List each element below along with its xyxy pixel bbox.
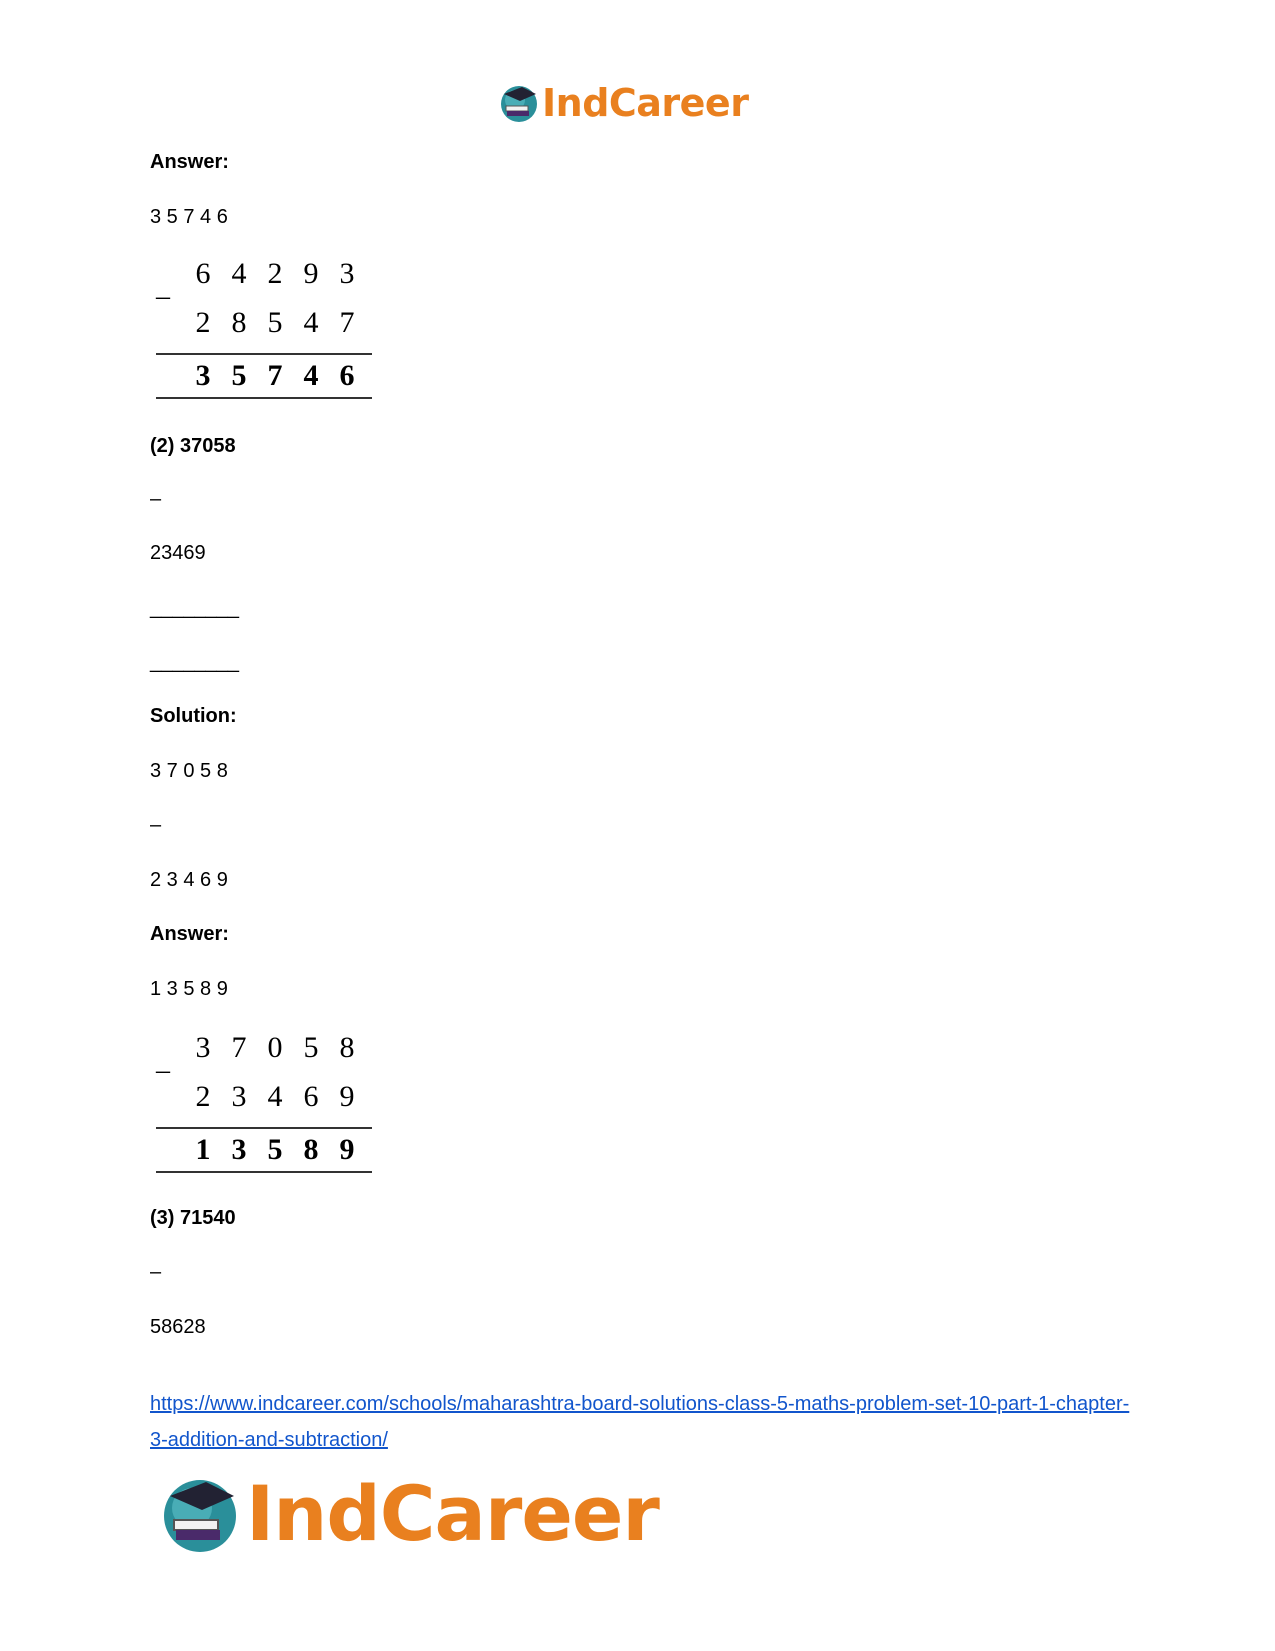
digit: 3 xyxy=(231,1080,247,1113)
subtrahend-row xyxy=(185,1079,365,1115)
divider-line xyxy=(156,397,372,399)
digit: 4 xyxy=(303,306,319,339)
answer-value: 1 3 5 8 9 xyxy=(150,978,228,1000)
digit: 7 xyxy=(267,359,283,392)
header-logo xyxy=(498,80,778,126)
digit: 9 xyxy=(339,1133,355,1166)
difference-row xyxy=(185,1132,365,1168)
question-value: 58628 xyxy=(150,1316,206,1338)
digit: 3 xyxy=(339,257,355,290)
globe-book-icon xyxy=(498,82,540,124)
solution-line: 2 3 4 6 9 xyxy=(150,869,228,891)
divider-line xyxy=(156,353,372,355)
minus-sign: – xyxy=(156,281,170,312)
solution-label: Solution: xyxy=(150,705,237,727)
digit: 9 xyxy=(339,1080,355,1113)
digit: 3 xyxy=(231,1133,247,1166)
digit: 2 xyxy=(195,306,211,339)
digit: 5 xyxy=(231,359,247,392)
digit: 7 xyxy=(231,1031,247,1064)
digit: 4 xyxy=(303,359,319,392)
minus-text: – xyxy=(150,488,162,510)
digit: 6 xyxy=(303,1080,319,1113)
digit: 3 xyxy=(195,1031,211,1064)
digit: 2 xyxy=(267,257,283,290)
digit: 9 xyxy=(303,257,319,290)
source-link[interactable]: https://www.indcareer.com/schools/maharashtra-board-solutions-class-5-maths-problem-set-10-part-1-chapter-3-addition-and-subtraction/ xyxy=(150,1393,1130,1451)
minuend-row xyxy=(185,256,365,292)
subtraction-figure xyxy=(150,256,380,406)
brand-name: IndCareer xyxy=(542,81,749,125)
footer-logo xyxy=(158,1468,718,1560)
question-label: (2) 37058 xyxy=(150,435,236,457)
digit: 6 xyxy=(339,359,355,392)
digit: 4 xyxy=(267,1080,283,1113)
globe-book-icon xyxy=(158,1472,242,1556)
brand-name: IndCareer xyxy=(246,1469,659,1558)
digit: 5 xyxy=(267,1133,283,1166)
solution-line: 3 7 0 5 8 xyxy=(150,760,228,782)
digit: 7 xyxy=(339,306,355,339)
minus-text: – xyxy=(150,814,162,836)
minuend-row xyxy=(185,1030,365,1066)
minus-text: – xyxy=(150,1261,162,1283)
blank-line: ________ xyxy=(150,597,239,619)
divider-line xyxy=(156,1171,372,1173)
subtrahend-row xyxy=(185,305,365,341)
minus-sign: – xyxy=(156,1055,170,1086)
digit: 2 xyxy=(195,1080,211,1113)
answer-label: Answer: xyxy=(150,151,229,173)
difference-row xyxy=(185,358,365,394)
answer-value: 3 5 7 4 6 xyxy=(150,206,228,228)
digit: 1 xyxy=(195,1133,211,1166)
digit: 4 xyxy=(231,257,247,290)
digit: 6 xyxy=(195,257,211,290)
divider-line xyxy=(156,1127,372,1129)
digit: 3 xyxy=(195,359,211,392)
subtraction-figure xyxy=(150,1030,380,1180)
digit: 5 xyxy=(303,1031,319,1064)
digit: 5 xyxy=(267,306,283,339)
digit: 8 xyxy=(303,1133,319,1166)
question-label: (3) 71540 xyxy=(150,1207,236,1229)
blank-line: ________ xyxy=(150,651,239,673)
digit: 8 xyxy=(231,306,247,339)
answer-label: Answer: xyxy=(150,923,229,945)
digit: 0 xyxy=(267,1031,283,1064)
question-value: 23469 xyxy=(150,542,206,564)
digit: 8 xyxy=(339,1031,355,1064)
